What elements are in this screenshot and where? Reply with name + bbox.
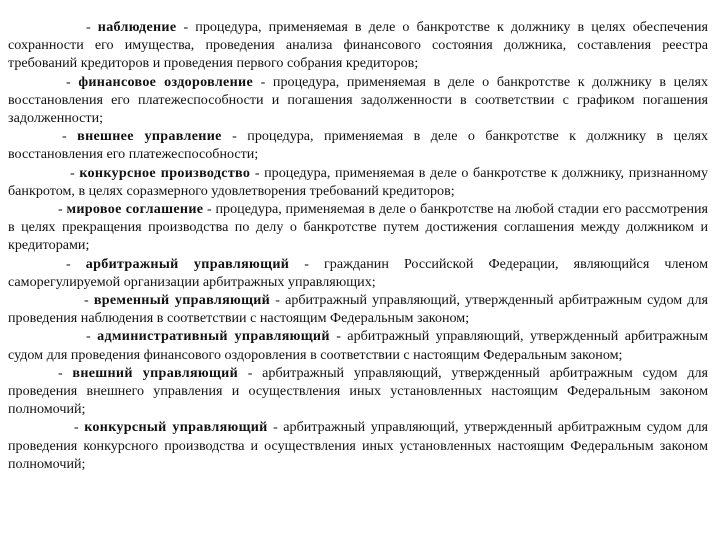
definition-term: внешний управляющий [72,364,239,381]
list-dash: - [74,419,85,436]
definition-term: мировое соглашение [66,201,204,218]
list-dash: - [58,364,73,381]
definition-text: - арбитражный управляющий, утвержденный арбитражным судом для проведения наблюдения в соответствии с настоящим Федеральным законом; [8,292,708,327]
definition-term: внешнее управление [77,128,222,145]
definition-term: финансовое оздоровление [78,73,254,90]
definition-term: административный управляющий [97,328,330,345]
definition-paragraph [8,364,708,419]
definition-paragraph [8,255,708,291]
definition-term: конкурсный управляющий [84,419,268,436]
definition-paragraph [8,164,708,200]
definition-text: - арбитражный управляющий, утвержденный арбитражным судом для проведения финансового оздоровления в соответствии с настоящим Федеральным законом; [8,328,709,363]
definition-term: наблюдение [97,19,177,35]
definition-term: временный управляющий [93,292,271,309]
definition-paragraph [8,18,708,73]
definition-text: - гражданин Российской Федерации, являющийся членом саморегулируемой организации арбитражных управляющих; [8,255,708,290]
definition-text: - арбитражный управляющий, утвержденный арбитражным судом для проведения конкурсного производства и осуществления иных установленных настоящим Федеральным законом полномочий; [8,419,708,472]
definition-paragraph [8,327,708,363]
definition-paragraph [8,127,708,163]
list-dash: - [66,255,86,272]
definition-text: - процедура, применяемая в деле о банкротстве на любой стадии его рассмотрения в целях прекращения производства по делу о банкротстве путем достижения соглашения между должником и кредиторами; [8,201,709,254]
list-dash: - [84,292,94,309]
list-dash: - [70,164,80,181]
list-dash: - [58,201,67,218]
definition-text: - процедура, применяемая в деле о банкротстве к должнику, признанному банкротом, в целях соразмерного удовлетворения требований кредиторов; [8,164,709,199]
definition-text: - процедура, применяемая в деле о банкротстве к должнику в целях восстановления его платежеспособности; [8,128,709,163]
definition-paragraph [8,291,708,327]
document-page [8,18,708,473]
definition-text: - процедура, применяемая в деле о банкротстве к должнику в целях восстановления его платежеспособности и погашения задолженности в соответствии с графиком погашения задолженности; [8,73,709,127]
definition-paragraph [8,200,708,255]
list-dash: - [86,19,98,35]
list-dash: - [66,73,79,90]
definition-paragraph [8,73,708,128]
definition-text: - процедура, применяемая в деле о банкротстве к должнику в целях обеспечения сохранности его имущества, проведения анализа финансового состояния должника, составления реестра требований кредиторов и проведения первого собрания кредиторов; [8,19,708,72]
list-dash: - [62,128,78,145]
list-dash: - [86,328,98,345]
definition-text: - арбитражный управляющий, утвержденный арбитражным судом для проведения внешнего управления и осуществления иных установленных настоящим Федеральным законом полномочий; [8,364,709,418]
definition-term: арбитражный управляющий [85,255,290,272]
definition-term: конкурсное производство [79,164,251,181]
definition-paragraph [8,418,708,473]
